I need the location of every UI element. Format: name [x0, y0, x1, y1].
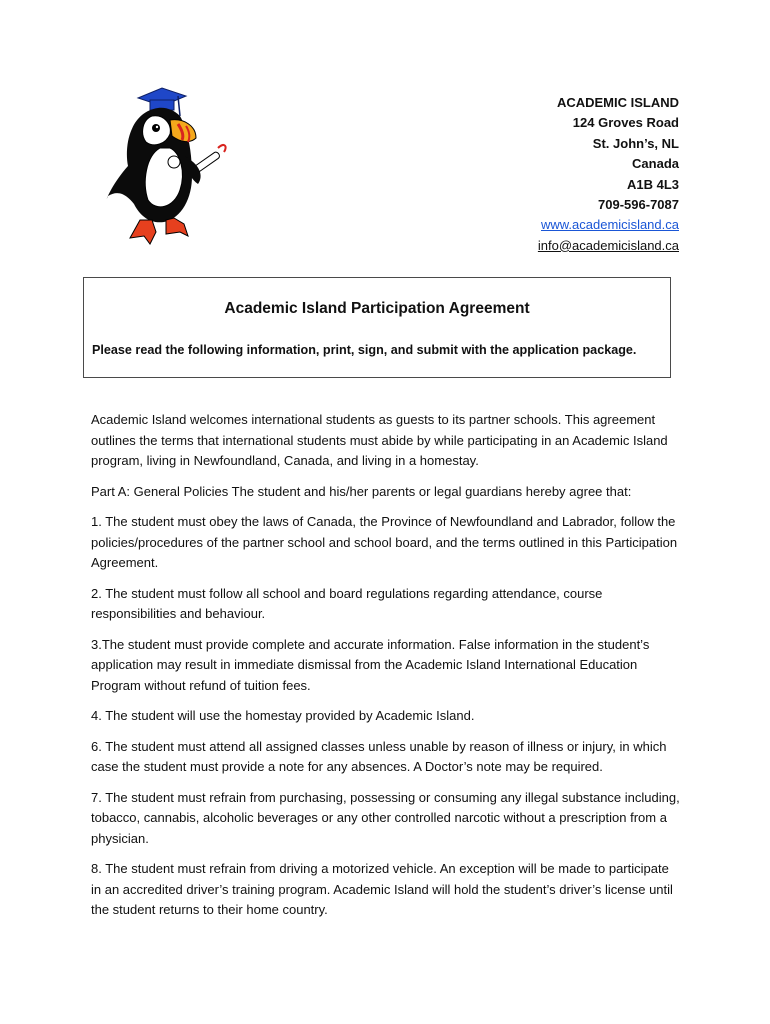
agreement-body — [91, 410, 681, 931]
organization-address — [538, 93, 679, 256]
country: Canada — [632, 156, 679, 172]
postal-code: A1B 4L3 — [626, 176, 679, 192]
email-link[interactable]: info@academicisland.ca — [537, 237, 679, 253]
policy-item-2: 2. The student must follow all school and board regulations regarding attendance, course responsibilities and behaviour. — [91, 585, 603, 621]
policy-item-3: 3.The student must provide complete and accurate information. False information in the student’s application may result in immediate dismissal from the Academic Island International Education Program without refund of tuition fees. — [91, 636, 650, 693]
street-address: 124 Groves Road — [572, 115, 679, 131]
policy-item-6: 6. The student must attend all assigned classes unless unable by reason of illness or injury, in which case the student must provide a note for any absences. A Doctor’s note may be required. — [91, 738, 667, 774]
policy-item-1: 1. The student must obey the laws of Canada, the Province of Newfoundland and Labrador, follow the policies/procedures of the partner school and school board, and the terms outlined in this Participation Agreement. — [91, 514, 678, 570]
intro-paragraph: Academic Island welcomes international students as guests to its partner schools. This agreement outlines the terms that international students must abide by while participating in an Academic Island program, living in Newfoundland, Canada, and living in a homestay. — [91, 412, 668, 468]
policy-item-7: 7. The student must refrain from purchasing, possessing or consuming any illegal substance including, tobacco, cannabis, alcoholic beverages or any other controlled narcotic without a prescription from a physician. — [91, 789, 680, 846]
policy-item-8: 8. The student must refrain from driving a motorized vehicle. An exception will be made to participate in an accredited driver’s training program. Academic Island will hold the student’s driver’s license until the student returns to their home country. — [91, 861, 673, 917]
policy-item-4: 4. The student will use the homestay provided by Academic Island. — [91, 708, 475, 723]
org-name: ACADEMIC ISLAND — [556, 95, 679, 110]
website-link[interactable]: www.academicisland.ca — [540, 217, 679, 233]
part-a-heading: Part A: General Policies The student and his/her parents or legal guardians hereby agree that: — [91, 483, 632, 499]
agreement-title-box — [83, 277, 671, 378]
puffin-logo-icon — [100, 86, 240, 251]
agreement-title: Academic Island Participation Agreement — [224, 300, 530, 317]
phone-number: 709-596-7087 — [598, 197, 679, 213]
agreement-instructions: Please read the following information, print, sign, and submit with the application package. — [92, 343, 637, 357]
city-province: St. John’s, NL — [592, 135, 679, 151]
